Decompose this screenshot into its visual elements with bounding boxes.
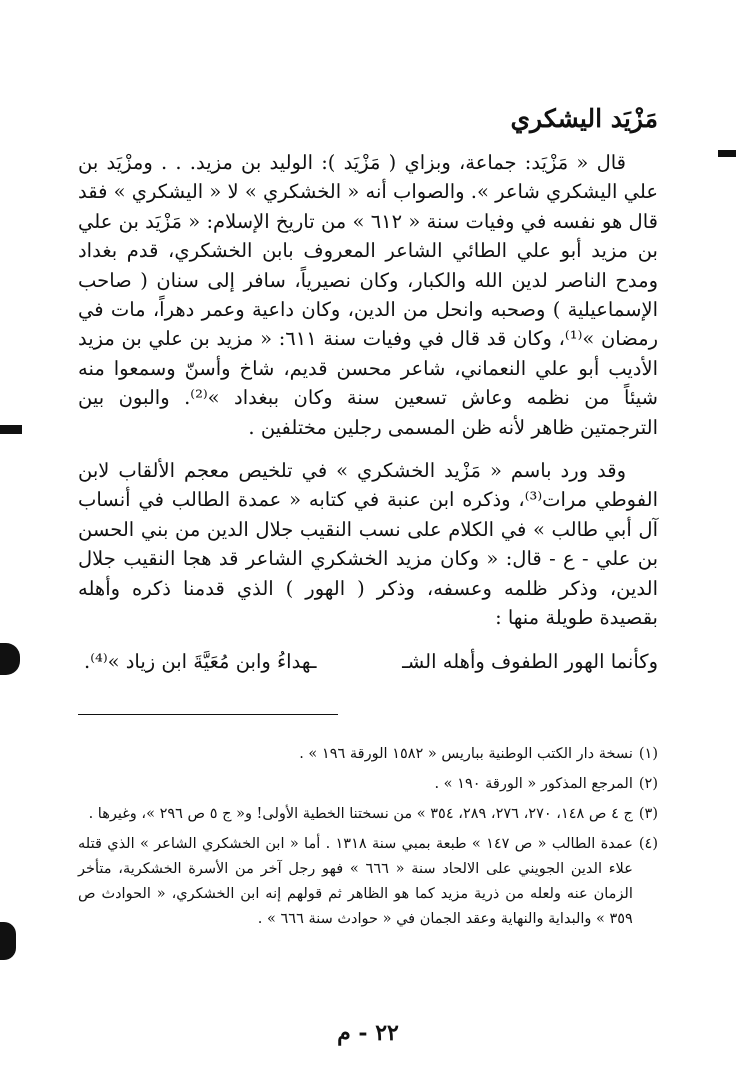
scan-edge-mark [718,150,736,157]
scan-edge-mark [0,643,20,675]
footnote-text: ج ٤ ص ١٤٨، ٢٧٠، ٢٧٦، ٢٨٩، ٣٥٤ » من نسختنا الخطية الأولى! و« ج ٥ ص ٢٩٦ »، وغيرها . [88,806,633,822]
paragraph: قال « مَزْيَد: جماعة، وبزاي ( مَزْيَد ): الوليد بن مزيد. . . ومزْيَد بن علي اليشكري شاعر ». والصواب أنه « الخشكري » لا « اليشكري » فقد قال هو نفسه في وفيات سنة « ٦١٢ » من تاريخ الإسلام: « مَزْيَد بن علي بن مزيد أبو علي الطائي الشاعر المعروف بابن الخشكري، قدم بغداد ومدح الناصر لدين الله والكبار، وكان نصيرياً، سافر إلى سنان ( صاحب الإسماعيلية ) وصحبه وانحل من الدين، وكان داعية وعمر دهراً، مات في رمضان »⁽¹⁾، وكان قد قال في وفيات سنة ٦١١: « مزيد بن علي بن مزيد الأديب أبو علي النعماني، شاعر محسن قديم، شاخ وأسنّ وسمعوا منه شيئاً من نظمه وعاش تسعين سنة وكان ببغداد »⁽²⁾. والبون بين الترجمتين ظاهر لأنه ظن المسمى رجلين مختلفين . [78,151,659,439]
main-text [78,148,658,676]
footnotes [78,742,658,937]
page-number: ٢٢ - م [337,1020,399,1046]
footnote-text: عمدة الطالب « ص ١٤٧ » طبعة بمبي سنة ١٣١٨ . أما « ابن الخشكري الشاعر » الذي قتله علاء الدين الجويني على الالحاد سنة « ٦٦٦ » فهو رجل آخر من الأسرة الخشكرية، متأخر الزمان عنه ولعله من ذرية مزيد كما هو الظاهر ثم قولهم إنه ابن الخشكري، « الحوادث ص ٣٥٩ » والبداية والنهاية وعقد الجمان في « حوادث سنة ٦٦٦ » . [78,836,633,927]
footnote-separator [78,714,338,715]
verse-second-hemistich: ـهداءُ وابن مُعَيَّةَ ابن زياد »⁽⁴⁾. [84,649,317,673]
footnote-number: (١) [638,746,658,762]
footnote-number: (٤) [638,836,658,852]
footnote-number: (٢) [638,776,658,792]
footnote [78,742,658,767]
paragraph: وقد ورد باسم « مَزْيد الخشكري » في تلخيص معجم الألقاب لابن الفوطي مرات⁽³⁾، وذكره ابن عنبة في كتابه « عمدة الطالب في أنساب آل أبي طالب » في الكلام على نسب النقيب جلال الدين من بني الحسن بن علي - ع - قال: « وكان مزيد الخشكري الشاعر قد هجا النقيب جلال الدين، وذكر ظلمه وعسفه، وذكر ( الهور ) الذي قدمنا ذكره وأهله بقصيدة طويلة منها : [78,459,658,630]
scan-edge-mark [0,425,22,434]
footnote-number: (٣) [638,806,658,822]
verse-first-hemistich: وكأنما الهور الطفوف وأهله الشـ [402,649,658,673]
footnote [78,772,658,797]
scan-edge-mark [0,922,16,960]
footnote [78,802,658,827]
verse-line [78,647,658,676]
footnote [78,832,658,932]
footnote-text: المرجع المذكور « الورقة ١٩٠ » . [434,776,633,792]
footnote-text: نسخة دار الكتب الوطنية بباريس « ١٥٨٢ الورقة ١٩٦ » . [299,746,633,762]
page-heading: مَزْيَد اليشكري [510,104,658,133]
